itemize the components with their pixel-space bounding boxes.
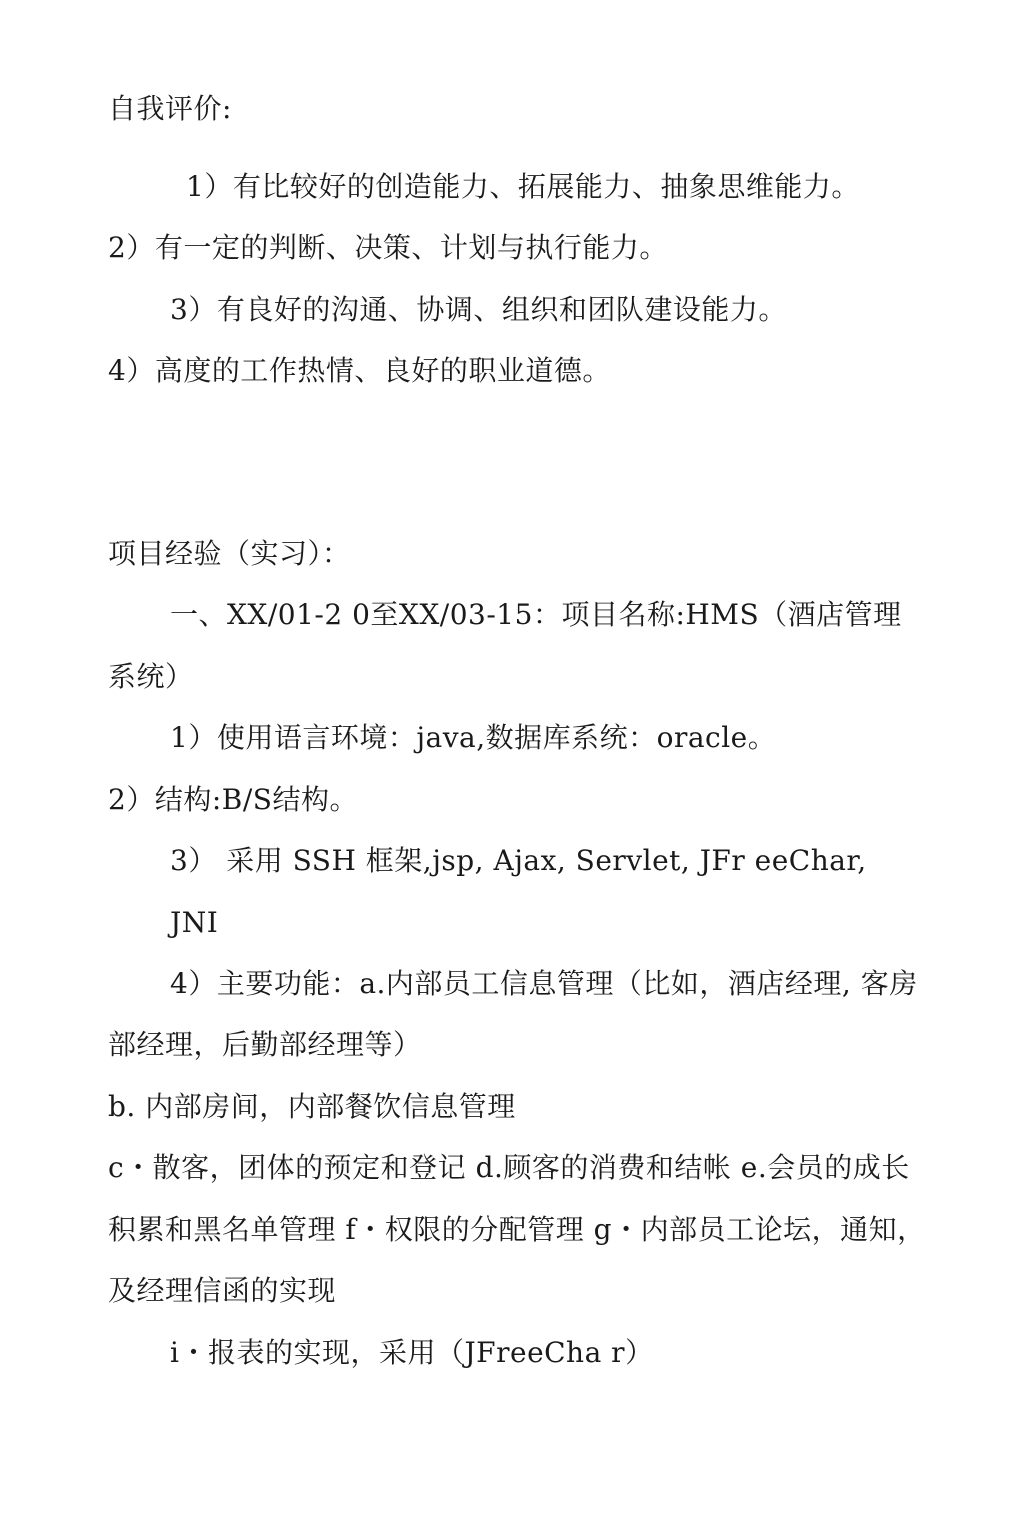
project-detail-language: 1）使用语言环境：java,数据库系统：oracle。 bbox=[170, 721, 777, 754]
project-detail-structure: 2）结构:B/S结构。 bbox=[108, 783, 358, 816]
project-function-c-d-e: c・散客，团体的预定和登记 d.顾客的消费和结帐 e.会员的成长 bbox=[108, 1151, 910, 1184]
self-evaluation-item-4: 4）高度的工作热情、良好的职业道德。 bbox=[108, 354, 611, 387]
project-title-line-1: 一、XX/01-2 0至XX/03-15：项目名称:HMS（酒店管理 bbox=[170, 598, 902, 631]
self-evaluation-item-3: 3）有良好的沟通、协调、组织和团队建设能力。 bbox=[170, 293, 787, 326]
project-detail-functions: 4）主要功能：a.内部员工信息管理（比如，酒店经理, 客房 bbox=[170, 967, 918, 1000]
project-function-f-g: 积累和黑名单管理 f・权限的分配管理 g・内部员工论坛，通知， bbox=[108, 1213, 926, 1246]
self-evaluation-item-1: 1）有比较好的创造能力、拓展能力、抽象思维能力。 bbox=[186, 170, 860, 203]
project-detail-frameworks: 3） 采用 SSH 框架,jsp, Ajax, Servlet, JFr eeChar, bbox=[170, 844, 867, 877]
project-title-line-2: 系统） bbox=[108, 660, 194, 693]
project-experience-heading: 项目经验（实习）： bbox=[108, 537, 351, 570]
project-function-i: i・报表的实现，采用（JFreeCha r） bbox=[170, 1336, 654, 1369]
project-detail-frameworks-cont: JNI bbox=[170, 906, 219, 939]
self-evaluation-item-2: 2）有一定的判断、决策、计划与执行能力。 bbox=[108, 231, 668, 264]
self-evaluation-heading: 自我评价: bbox=[108, 92, 232, 125]
project-function-g-cont: 及经理信函的实现 bbox=[108, 1274, 337, 1307]
project-function-b: b. 内部房间，内部餐饮信息管理 bbox=[108, 1090, 516, 1123]
project-detail-functions-cont: 部经理，后勤部经理等） bbox=[108, 1028, 422, 1061]
